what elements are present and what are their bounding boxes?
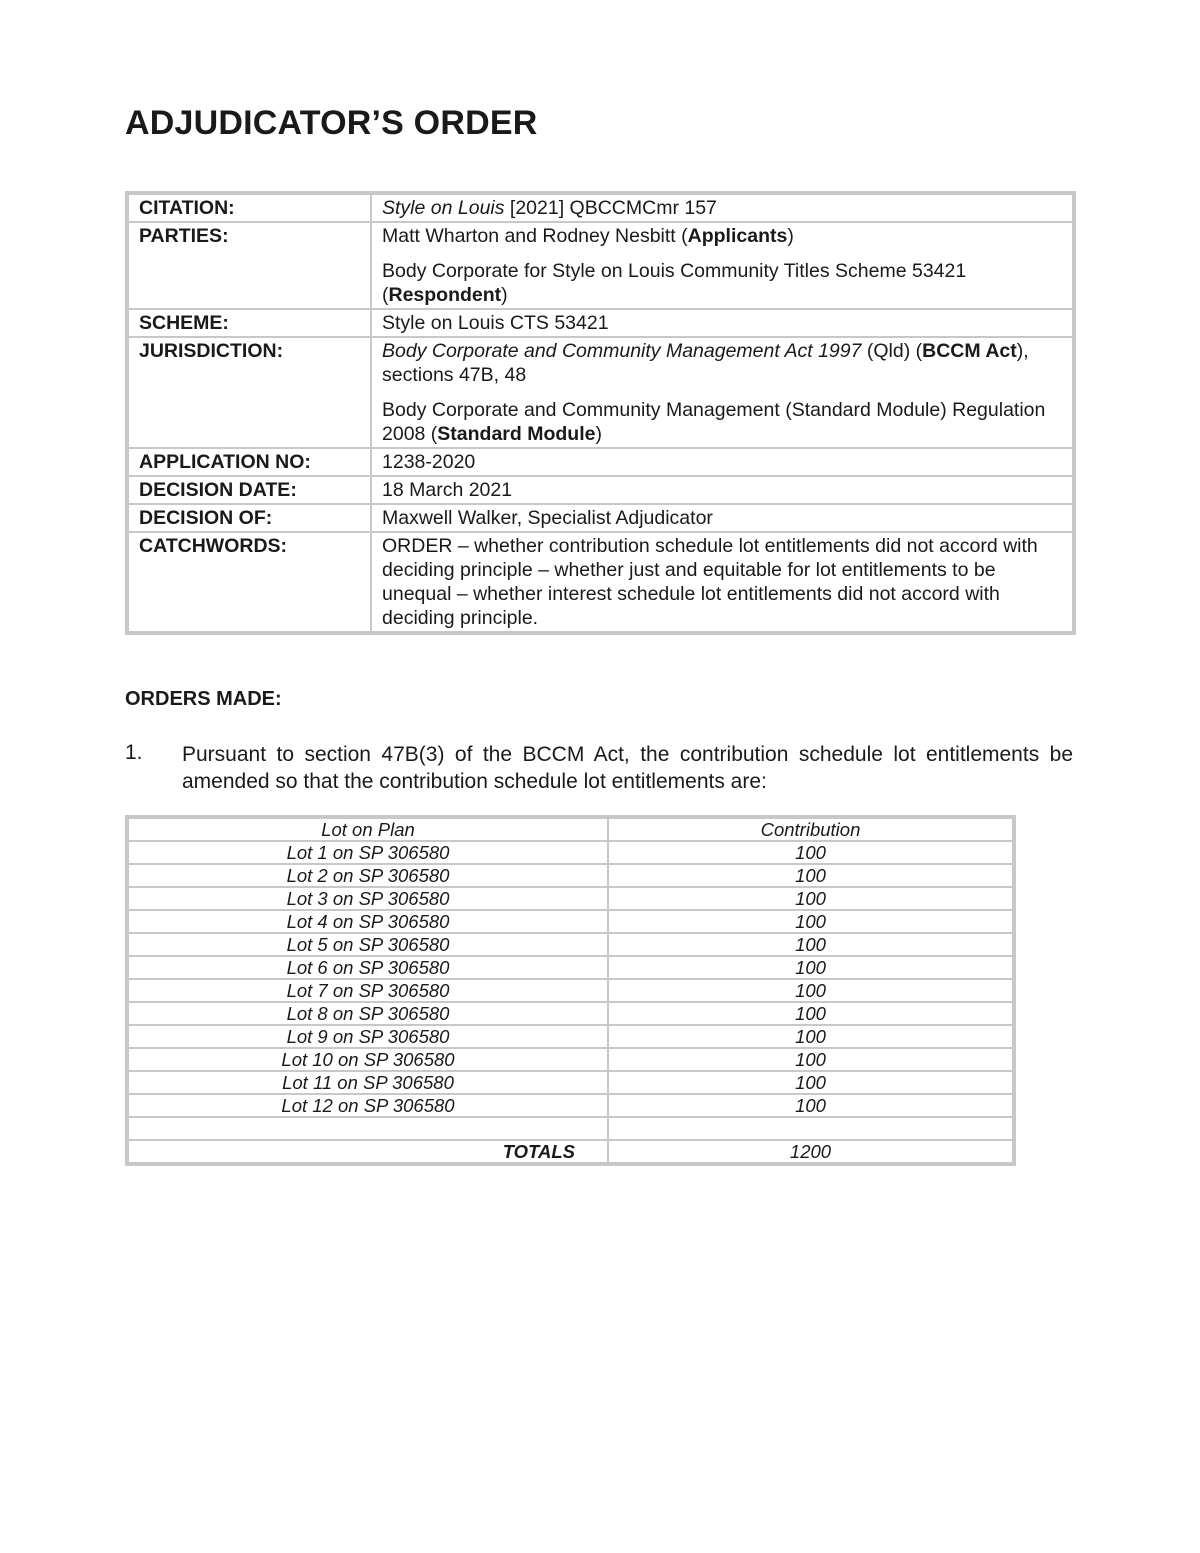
contribution-cell: 100 xyxy=(608,1071,1013,1094)
contribution-cell: 100 xyxy=(608,1002,1013,1025)
lot-cell: Lot 11 on SP 306580 xyxy=(128,1071,608,1094)
contribution-cell: 100 xyxy=(608,1048,1013,1071)
act-name: Body Corporate and Community Management Act 1997 xyxy=(382,340,862,362)
citation-label: CITATION: xyxy=(128,194,371,222)
applicants-close: ) xyxy=(787,225,794,247)
citation-value xyxy=(371,194,1073,222)
case-name: Style on Louis xyxy=(382,197,505,219)
citation-reference: [2021] QBCCMCmr 157 xyxy=(504,197,717,219)
act-sections: ), sections 47B, 48 xyxy=(382,340,1029,386)
lot-cell: Lot 2 on SP 306580 xyxy=(128,864,608,887)
lot-cell: Lot 3 on SP 306580 xyxy=(128,887,608,910)
applicants-term: Applicants xyxy=(687,225,788,247)
scheme-row xyxy=(128,309,1073,337)
catchwords-row xyxy=(128,532,1073,632)
respondent-term: Respondent xyxy=(388,284,502,306)
decision-of-row xyxy=(128,504,1073,532)
contribution-cell: 100 xyxy=(608,1094,1013,1117)
parties-value xyxy=(371,222,1073,309)
lot-cell: Lot 10 on SP 306580 xyxy=(128,1048,608,1071)
application-no-row xyxy=(128,448,1073,476)
order-text: Pursuant to section 47B(3) of the BCCM Act, the contribution schedule lot entitlements be amended so that the contribution schedule lot entitlements are: xyxy=(182,743,1073,793)
respondent-line xyxy=(382,259,1066,307)
lot-cell: Lot 6 on SP 306580 xyxy=(128,956,608,979)
table-row xyxy=(128,933,1013,956)
act-jurisdiction: (Qld) ( xyxy=(861,340,923,362)
contribution-cell: 100 xyxy=(608,910,1013,933)
jurisdiction-label: JURISDICTION: xyxy=(128,337,371,448)
lot-cell: Lot 7 on SP 306580 xyxy=(128,979,608,1002)
contribution-cell: 100 xyxy=(608,1025,1013,1048)
application-no-label: APPLICATION NO: xyxy=(128,448,371,476)
regulation-close: ) xyxy=(595,423,602,445)
totals-label: TOTALS xyxy=(128,1140,608,1163)
catchwords-label: CATCHWORDS: xyxy=(128,532,371,632)
table-row xyxy=(128,1025,1013,1048)
application-no-value: 1238-2020 xyxy=(371,448,1073,476)
lot-cell: Lot 12 on SP 306580 xyxy=(128,1094,608,1117)
contribution-cell: 100 xyxy=(608,956,1013,979)
catchwords-value: ORDER – whether contribution schedule lot entitlements did not accord with deciding principle – whether just and equitable for lot entitlements to be unequal – whether interest schedule lot entitlements did not accord with deciding principle. xyxy=(371,532,1073,632)
blank-cell-contribution xyxy=(608,1117,1013,1140)
applicants-line xyxy=(382,224,1066,248)
contribution-cell: 100 xyxy=(608,887,1013,910)
scheme-label: SCHEME: xyxy=(128,309,371,337)
act-abbreviation: BCCM Act xyxy=(922,340,1017,362)
table-row xyxy=(128,1071,1013,1094)
regulation-name: Body Corporate and Community Management (Standard Module) Regulation 2008 ( xyxy=(382,399,1046,445)
jurisdiction-value xyxy=(371,337,1073,448)
act-line xyxy=(382,339,1066,387)
table-row xyxy=(128,1002,1013,1025)
decision-date-row xyxy=(128,476,1073,504)
decision-date-label: DECISION DATE: xyxy=(128,476,371,504)
applicants-text: Matt Wharton and Rodney Nesbitt ( xyxy=(382,225,688,247)
lot-table-body xyxy=(128,818,1013,1163)
jurisdiction-row xyxy=(128,337,1073,448)
regulation-line xyxy=(382,398,1066,446)
blank-row xyxy=(128,1117,1013,1140)
citation-row xyxy=(128,194,1073,222)
scheme-value: Style on Louis CTS 53421 xyxy=(371,309,1073,337)
blank-cell-lot xyxy=(128,1117,608,1140)
page-title: ADJUDICATOR’S ORDER xyxy=(125,104,538,142)
table-row xyxy=(128,910,1013,933)
table-row xyxy=(128,956,1013,979)
lot-entitlements-table xyxy=(125,815,1016,1166)
parties-label: PARTIES: xyxy=(128,222,371,309)
contribution-header: Contribution xyxy=(608,818,1013,841)
regulation-abbreviation: Standard Module xyxy=(437,423,596,445)
contribution-cell: 100 xyxy=(608,841,1013,864)
contribution-cell: 100 xyxy=(608,864,1013,887)
table-row xyxy=(128,841,1013,864)
case-details-table xyxy=(125,191,1076,635)
respondent-close: ) xyxy=(501,284,508,306)
orders-heading: ORDERS MADE: xyxy=(125,688,282,710)
table-row xyxy=(128,1094,1013,1117)
table-row xyxy=(128,887,1013,910)
lot-cell: Lot 9 on SP 306580 xyxy=(128,1025,608,1048)
contribution-cell: 100 xyxy=(608,979,1013,1002)
parties-row xyxy=(128,222,1073,309)
lot-cell: Lot 8 on SP 306580 xyxy=(128,1002,608,1025)
lot-cell: Lot 1 on SP 306580 xyxy=(128,841,608,864)
contribution-cell: 100 xyxy=(608,933,1013,956)
lot-cell: Lot 5 on SP 306580 xyxy=(128,933,608,956)
lot-cell: Lot 4 on SP 306580 xyxy=(128,910,608,933)
decision-date-value: 18 March 2021 xyxy=(371,476,1073,504)
lot-on-plan-header: Lot on Plan xyxy=(128,818,608,841)
lot-table-header-row xyxy=(128,818,1013,841)
totals-row xyxy=(128,1140,1013,1163)
decision-of-label: DECISION OF: xyxy=(128,504,371,532)
table-row xyxy=(128,979,1013,1002)
order-number: 1. xyxy=(125,741,143,764)
decision-of-value: Maxwell Walker, Specialist Adjudicator xyxy=(371,504,1073,532)
table-row xyxy=(128,864,1013,887)
respondent-text: Body Corporate for Style on Louis Community Titles Scheme 53421 ( xyxy=(382,260,967,306)
table-row xyxy=(128,1048,1013,1071)
totals-value: 1200 xyxy=(608,1140,1013,1163)
